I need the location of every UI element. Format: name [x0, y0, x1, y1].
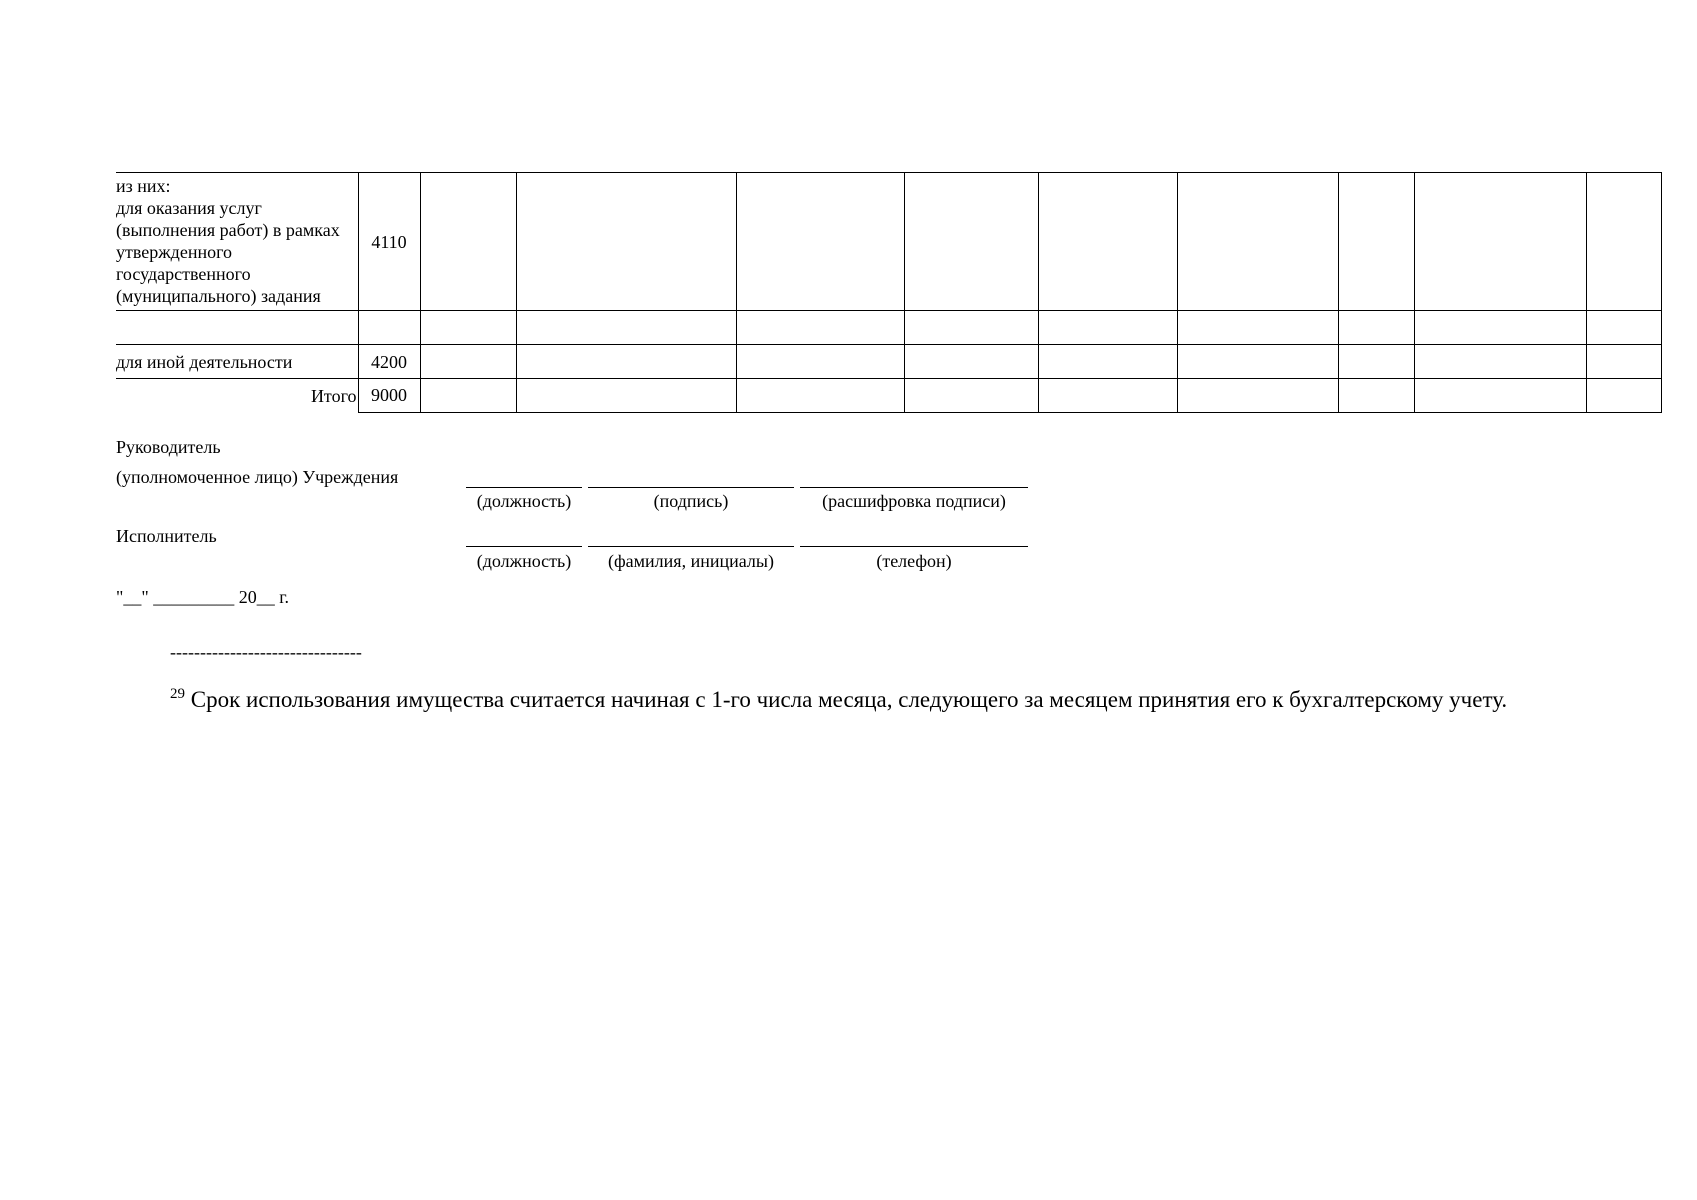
row-code: 9000: [358, 379, 420, 413]
head-caption-decoding: (расшифровка подписи): [822, 491, 1006, 511]
table-cell[interactable]: [1586, 311, 1661, 345]
table-cell[interactable]: [516, 173, 736, 311]
executor-label: Исполнитель: [116, 526, 217, 546]
executor-caption-name: (фамилия, инициалы): [608, 551, 774, 571]
table-cell[interactable]: [1038, 345, 1177, 379]
footnote-number: 29: [170, 686, 185, 702]
table-cell[interactable]: [1414, 311, 1586, 345]
table-cell[interactable]: [1414, 379, 1586, 413]
table-row: [116, 311, 1661, 345]
table-cell[interactable]: [1338, 379, 1414, 413]
executor-position-line[interactable]: [466, 546, 582, 547]
table-cell[interactable]: [904, 173, 1038, 311]
table-cell[interactable]: [1414, 345, 1586, 379]
row-label: для иной деятельности: [116, 345, 358, 379]
head-caption-signature: (подпись): [653, 491, 729, 511]
table-cell[interactable]: [1177, 345, 1338, 379]
head-label-sub: (уполномоченное лицо) Учреждения: [116, 467, 399, 487]
head-decoding-line[interactable]: [800, 487, 1028, 488]
table-cell[interactable]: [420, 173, 516, 311]
table-cell[interactable]: [1338, 173, 1414, 311]
table-cell[interactable]: [1586, 345, 1661, 379]
table-cell[interactable]: [1586, 173, 1661, 311]
table-cell[interactable]: [1177, 379, 1338, 413]
table-cell[interactable]: [1177, 173, 1338, 311]
head-signature-line[interactable]: [588, 487, 794, 488]
row-code: 4200: [358, 345, 420, 379]
table-cell[interactable]: [904, 379, 1038, 413]
table-cell[interactable]: [1338, 345, 1414, 379]
date-line: "__" _________ 20__ г.: [116, 587, 290, 607]
table-cell[interactable]: [1038, 379, 1177, 413]
table-row: [116, 379, 1661, 413]
executor-phone-line[interactable]: [800, 546, 1028, 547]
row-label: [116, 311, 358, 345]
data-table: [116, 172, 1662, 413]
table-cell[interactable]: [1038, 311, 1177, 345]
table-cell[interactable]: [1586, 379, 1661, 413]
table-cell[interactable]: [420, 311, 516, 345]
executor-caption-position: (должность): [476, 551, 572, 571]
executor-caption-phone: (телефон): [876, 551, 952, 571]
footnote-text: Срок использования имущества считается начиная с 1-го числа месяца, следующего за месяцем принятия его к бухгалтерскому учету.: [190, 687, 1508, 712]
table-cell[interactable]: [904, 345, 1038, 379]
table-cell[interactable]: [420, 379, 516, 413]
table-cell[interactable]: [904, 311, 1038, 345]
table-cell[interactable]: [516, 379, 736, 413]
row-label-text: из них: для оказания услуг (выполнения работ) в рамках утвержденного государственного (муниципального) задания: [116, 176, 340, 306]
footnote-separator: --------------------------------: [170, 642, 362, 662]
row-label: [116, 173, 358, 311]
table-cell[interactable]: [516, 311, 736, 345]
table-cell[interactable]: [516, 345, 736, 379]
row-code: [358, 311, 420, 345]
table-cell[interactable]: [1338, 311, 1414, 345]
head-caption-position: (должность): [476, 491, 572, 511]
table-cell[interactable]: [736, 345, 904, 379]
table-cell[interactable]: [1038, 173, 1177, 311]
table-cell[interactable]: [736, 311, 904, 345]
table-cell[interactable]: [1414, 173, 1586, 311]
table-cell[interactable]: [1177, 311, 1338, 345]
row-label: Итого: [116, 379, 358, 413]
table-cell[interactable]: [420, 345, 516, 379]
table-cell[interactable]: [736, 379, 904, 413]
table-row: [116, 173, 1661, 311]
row-code: 4110: [358, 173, 420, 311]
head-label: Руководитель: [116, 437, 221, 457]
table-cell[interactable]: [736, 173, 904, 311]
table-row: [116, 345, 1661, 379]
footnote: [170, 686, 1507, 714]
head-position-line[interactable]: [466, 487, 582, 488]
executor-name-line[interactable]: [588, 546, 794, 547]
